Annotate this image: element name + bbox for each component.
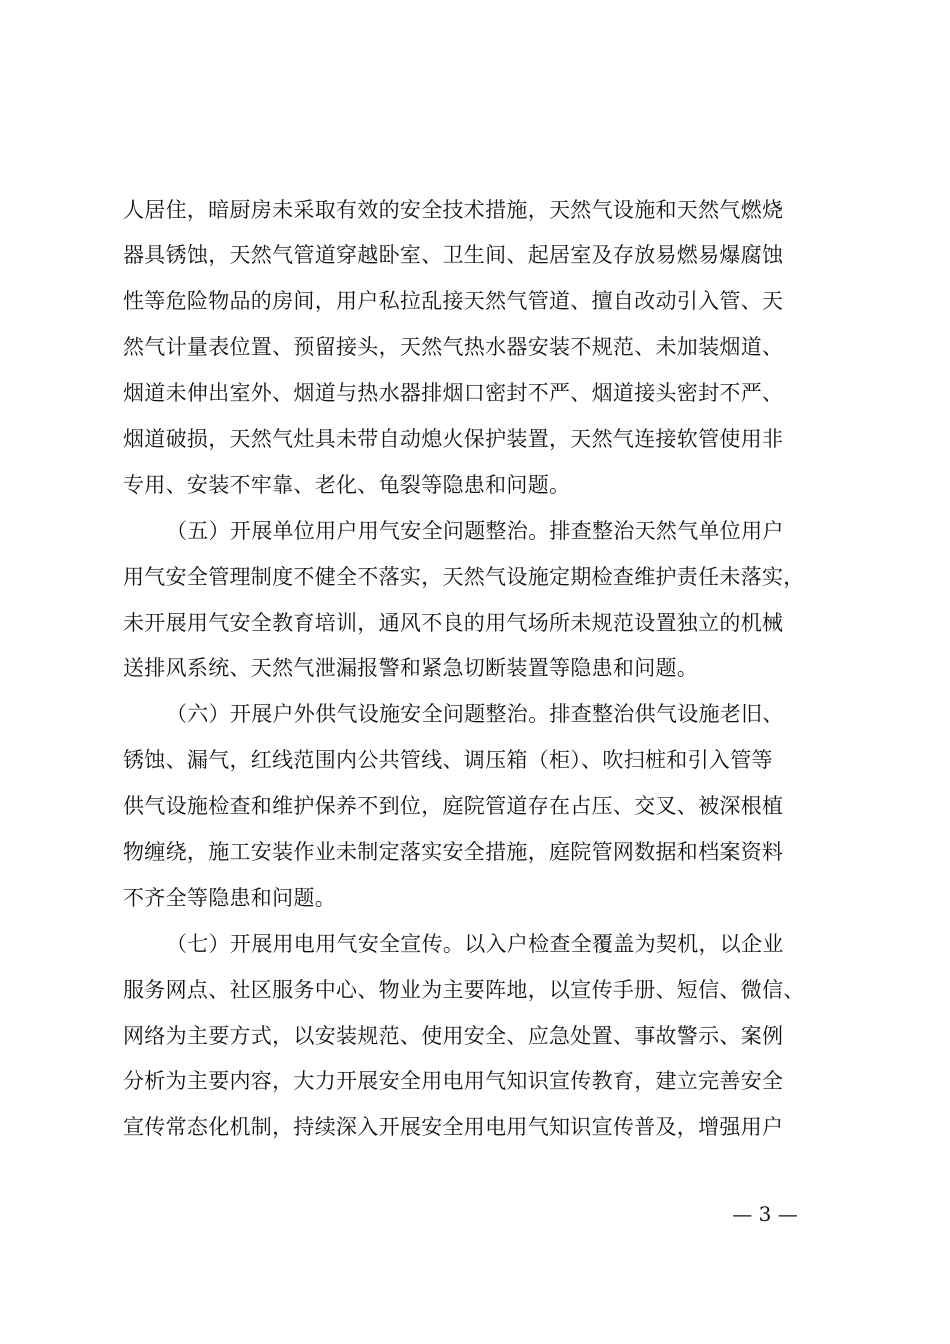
text-line: 服务网点、社区服务中心、物业为主要阵地，以宣传手册、短信、微信、 (123, 978, 805, 1002)
text-line: 供气设施检查和维护保养不到位，庭院管道存在占压、交叉、被深根植 (123, 794, 784, 818)
text-line: 烟道未伸出室外、烟道与热水器排烟口密封不严、烟道接头密封不严、 (123, 381, 784, 405)
section-5-heading-line: （五）开展单位用户用气安全问题整治。排查整治天然气单位用户 (166, 519, 784, 543)
page-number: — 3 — (732, 1202, 798, 1226)
text-line: 器具锈蚀，天然气管道穿越卧室、卫生间、起居室及存放易燃易爆腐蚀 (123, 243, 784, 267)
text-line: 专用、安装不牢靠、老化、龟裂等隐患和问题。 (123, 473, 571, 497)
text-line: 网络为主要方式，以安装规范、使用安全、应急处置、事故警示、案例 (123, 1024, 784, 1048)
section-7-heading-line: （七）开展用电用气安全宣传。以入户检查全覆盖为契机，以企业 (166, 932, 784, 956)
section-6-heading-line: （六）开展户外供气设施安全问题整治。排查整治供气设施老旧、 (166, 702, 784, 726)
text-line: 宣传常态化机制，持续深入开展安全用电用气知识宣传普及，增强用户 (123, 1115, 784, 1139)
text-line: 人居住，暗厨房未采取有效的安全技术措施，天然气设施和天然气燃烧 (123, 198, 784, 222)
text-line: 性等危险物品的房间，用户私拉乱接天然气管道、擅自改动引入管、天 (123, 289, 784, 313)
text-line: 然气计量表位置、预留接头，天然气热水器安装不规范、未加装烟道、 (123, 335, 784, 359)
text-line: 烟道破损，天然气灶具未带自动熄火保护装置，天然气连接软管使用非 (123, 427, 784, 451)
text-line: 送排风系统、天然气泄漏报警和紧急切断装置等隐患和问题。 (123, 656, 699, 680)
text-line: 不齐全等隐患和问题。 (123, 886, 336, 910)
text-line: 未开展用气安全教育培训，通风不良的用气场所未规范设置独立的机械 (123, 611, 784, 635)
text-line: 分析为主要内容，大力开展安全用电用气知识宣传教育，建立完善安全 (123, 1069, 784, 1093)
text-line: 物缠绕，施工安装作业未制定落实安全措施，庭院管网数据和档案资料 (123, 840, 784, 864)
text-line: 锈蚀、漏气，红线范围内公共管线、调压箱（柜）、吹扫桩和引入管等 (123, 748, 773, 772)
text-line: 用气安全管理制度不健全不落实，天然气设施定期检查维护责任未落实， (123, 565, 805, 589)
